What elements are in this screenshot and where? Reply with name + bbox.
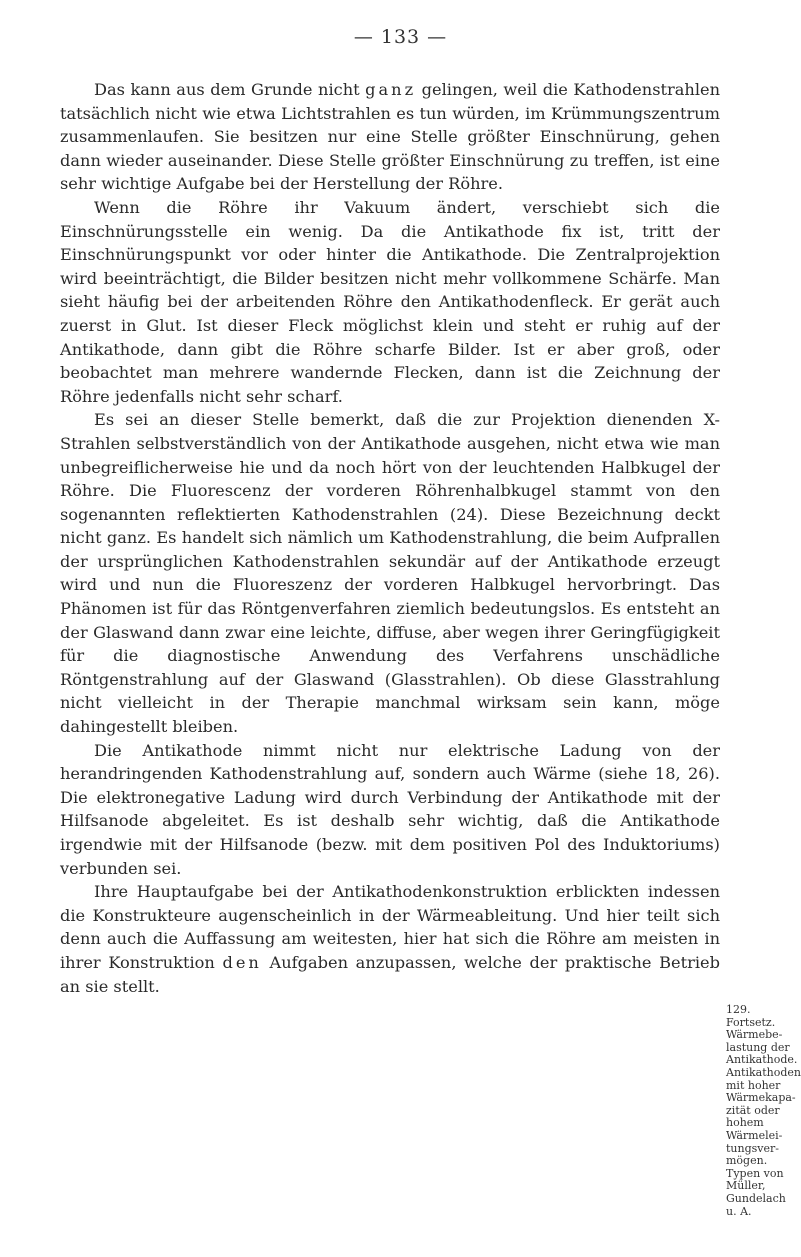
paragraph-2-text: Wenn die Röhre ihr Vakuum ändert, verschiebt sich die Einschnürungsstelle ein wenig. Da die Antikathode fix ist, tritt der Einschnürungspunkt vor oder hinter die Antikathode. Die Zentralprojektion wird beeinträchtigt, die Bilder besitzen nicht mehr vollkommene Schärfe. Man sieht häufig bei der arbeitenden Röhre den Antikathodenfleck. Er gerät auch zuerst in Glut. Ist dieser Fleck möglichst klein und steht er ruhig auf der Antikathode, dann gibt die Röhre scharfe Bilder. Ist er aber groß, oder beobachtet man mehrere wandernde Flecken, dann ist die Zeichnung der Röhre jedenfalls nicht sehr scharf.	[60, 197, 720, 406]
margin-note-line: Wärmebe-	[726, 1028, 783, 1042]
margin-note-line: hohem	[726, 1116, 764, 1130]
paragraph-5	[60, 880, 720, 998]
paragraph-1	[60, 78, 720, 196]
paragraph-1-part-3: gelingen, weil die Kathodenstrahlen tatsächlich nicht wie etwa Lichtstrahlen es tun würden, im Krümmungszentrum zusammenlaufen. Sie besitzen nur eine Stelle größter Einschnürung, gehen dann wieder auseinander. Diese Stelle größter Einschnürung zu treffen, ist eine sehr wichtige Aufgabe bei der Herstellung der Röhre.	[60, 80, 721, 194]
paragraph-4	[60, 739, 720, 881]
body-text	[60, 78, 720, 998]
page-number: — 133 —	[353, 26, 448, 48]
margin-note-line: u. A.	[726, 1204, 752, 1218]
margin-note-line: Müller,	[726, 1179, 766, 1193]
paragraph-5-part-3: Aufgaben anzupassen, welche der praktische Betrieb an sie stellt.	[60, 952, 720, 996]
margin-note-line: Typen von	[726, 1166, 784, 1180]
paragraph-5-part-1: Ihre Hauptaufgabe bei der Antikathodenkonstruktion erblickten indessen die Konstrukteure augenscheinlich in der Wärmeableitung. Und hier teilt sich denn auch die Auffassung am weitesten, hier hat sich die Röhre am meisten in ihrer Konstruktion	[60, 882, 720, 972]
margin-note-line: Antikathode.	[726, 1053, 798, 1067]
margin-note-line: zität oder	[726, 1103, 780, 1117]
margin-note-line: mit hoher	[726, 1078, 781, 1092]
margin-note	[726, 1003, 801, 1218]
paragraph-3	[60, 408, 720, 738]
paragraph-5-emphasis: den	[222, 952, 262, 972]
paragraph-4-text: Die Antikathode nimmt nicht nur elektrische Ladung von der herandringenden Kathodenstrahlung auf, sondern auch Wärme (siehe 18, 26). Die elektronegative Ladung wird durch Verbindung der Antikathode mit der Hilfsanode abgeleitet. Es ist deshalb sehr wichtig, daß die Antikathode irgendwie mit der Hilfsanode (bezw. mit dem positiven Pol des Induktoriums) verbunden sei.	[60, 740, 720, 878]
margin-note-line: Wärmekapa-	[726, 1091, 796, 1105]
margin-note-line: Antikathoden	[726, 1065, 801, 1079]
margin-note-line: Wärmelei-	[726, 1128, 783, 1142]
margin-note-line: Gundelach	[726, 1191, 786, 1205]
margin-note-line: lastung der	[726, 1040, 790, 1054]
paragraph-2	[60, 196, 720, 408]
margin-note-line: mögen.	[726, 1154, 768, 1168]
margin-note-line: 129. Fortsetz.	[726, 1003, 776, 1029]
margin-note-line: tungsver-	[726, 1141, 779, 1155]
paragraph-3-text: Es sei an dieser Stelle bemerkt, daß die zur Projektion dienenden X-Strahlen selbstverständlich von der Antikathode ausgehen, nicht etwa wie man unbegreiflicherweise hie und da noch hört von der leuchtenden Halbkugel der Röhre. Die Fluorescenz der vorderen Röhrenhalbkugel stammt von den sogenannten reflektierten Kathodenstrahlen (24). Diese Bezeichnung deckt nicht ganz. Es handelt sich nämlich um Kathodenstrahlung, die beim Aufprallen der ursprünglichen Kathodenstrahlen sekundär auf der Antikathode erzeugt wird und nun die Fluoreszenz der vorderen Halbkugel hervorbringt. Das Phänomen ist für das Röntgenverfahren ziemlich bedeutungslos. Es entsteht an der Glaswand dann zwar eine leichte, diffuse, aber wegen ihrer Geringfügigkeit für die diagnostische Anwendung des Verfahrens unschädliche Röntgenstrahlung auf der Glaswand (Glasstrahlen). Ob diese Glasstrahlung nicht vielleicht in der Therapie manchmal wirksam sein kann, möge dahingestellt bleiben.	[60, 410, 720, 737]
paragraph-1-part-1: Das kann aus dem Grunde nicht	[94, 80, 366, 99]
paragraph-1-emphasis: ganz	[365, 80, 417, 99]
